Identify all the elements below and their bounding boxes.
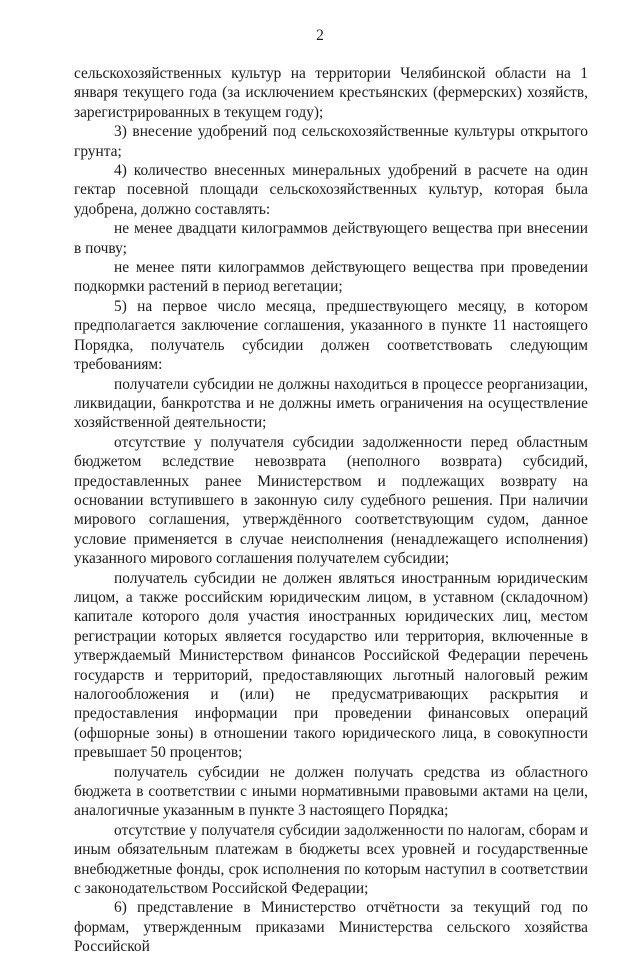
paragraph-3: 4) количество внесенных минеральных удобрений в расчете на один гектар посевной площади сельскохозяйственных культур, которая была удобрена, должно составлять: [74,162,588,218]
paragraph-10: получатель субсидии не должен получать средства из областного бюджета в соответствии с иными нормативными правовыми актами на цели, аналогичные указанным в пункте 3 настоящего Порядка; [74,763,588,820]
paragraph-7: получатели субсидии не должны находиться в процессе реорганизации, ликвидации, банкротства и не должны иметь ограничения на осуществление хозяйственной деятельности; [74,375,588,432]
paragraph-9: получатель субсидии не должен являться иностранным юридическим лицом, а также российским юридическим лицом, в уставном (складочном) капитале которого доля участия иностранных юридических лиц, местом регистрации которых является государство или территория, включенные в утверждаемый Министерством финансов Российской Федерации перечень государств и территорий, предоставляющих льготный налоговый режим налогообложения и (или) не предусматривающих раскрытия и предоставления информации при проведении финансовых операций (офшорные зоны) в отношении такого юридического лица, в совокупности превышает 50 процентов; [74,569,588,762]
paragraph-6: 5) на первое число месяца, предшествующего месяцу, в котором предполагается заключение соглашения, указанного в пункте 11 настоящего Порядка, получатель субсидии должен соответствовать следующим требованиям: [74,297,588,374]
paragraph-2: 3) внесение удобрений под сельскохозяйственные культуры открытого грунта; [74,123,588,160]
paragraph-12: 6) представление в Министерство отчётности за текущий год по формам, утвержденным приказами Министерства сельского хозяйства Российской [74,899,588,956]
page-number: 2 [316,27,324,44]
paragraph-1: сельскохозяйственных культур на территории Челябинской области на 1 января текущего года (за исключением крестьянских (фермерских) хозяйств, зарегистрированных в текущем году); [74,65,588,121]
paragraph-4: не менее двадцати килограммов действующего вещества при внесении в почву; [74,220,588,257]
paragraph-11: отсутствие у получателя субсидии задолженности по налогам, сборам и иным обязательным платежам в бюджеты всех уровней и государственные внебюджетные фонды, срок исполнения по которым наступил в соответствии с законодательством Российской Федерации; [74,821,588,898]
paragraph-5: не менее пяти килограммов действующего вещества при проведении подкормки растений в период вегетации; [74,259,588,296]
document-body [74,64,588,957]
paragraph-8: отсутствие у получателя субсидии задолженности перед областным бюджетом вследствие невозврата (неполного возврата) субсидий, предоставленных ранее Министерством и подлежащих возврату на основании вступившего в законную силу судебного решения. При наличии мирового соглашения, утверждённого соответствующим судом, данное условие применяется в случае неисполнения (ненадлежащего исполнения) указанного мирового соглашения получателем субсидии; [74,433,588,568]
